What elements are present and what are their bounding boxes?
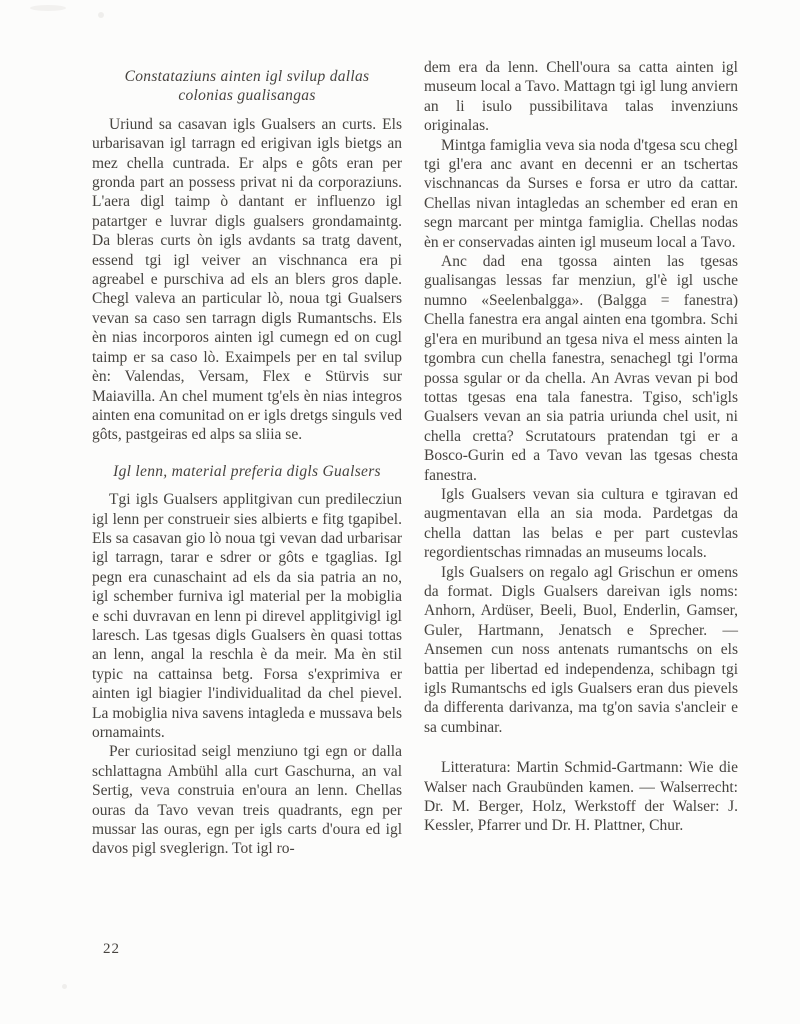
paragraph: Igls Gualsers on regalo agl Grischun er omens da format. Digls Gualsers dareivan igls noms: Anhorn, Ardüser, Beeli, Buol, Enderlin, Gamser, Guler, Hartmann, Jenatsch e Sprecher. — Ansemen cun noss antenats rumantschs on els battia per libertad ed independenza, schibagn tgi igls Rumantschs ed igls Gualsers eran dus pievels da differenta darivanza, ma tg'on savia s'ancleir e sa cumbinar. bbox=[424, 563, 738, 736]
text-column-right bbox=[424, 58, 738, 836]
paragraph: Igls Gualsers vevan sia cultura e tgiravan ed augmentavan ella an sia moda. Pardetgas da chella dattan las belas e per part custevlas regordientschas rimnadas an museums locals. bbox=[424, 485, 738, 562]
paragraph: Uriund sa casavan igls Gualsers an curts. Els urbarisavan igl tarragn ed erigivan igls bietgs an mez chella cuntrada. Er alps e gôts eran per gronda part an possess privat ni da corporaziuns. L'aera digl taimp ò dantant er influenzo igl patartger e luvrar digls gualsers grondamaintg. Da bleras curts òn igls avdants sa tratg davent, essend tgi igl veiver an vischnanca era pi agreabel e purschiva ad els an blers gros daple. Chegl valeva an particular lò, noua tgi Gualsers vevan sa caso sen tarragn digls Rumantschs. Els èn nias incorporos ainten igl cumegn ed on cugl taimp er sa caso lò. Exaimpels per en tal svilup èn: Valendas, Versam, Flex e Stürvis sur Maiavilla. An chel mument tg'els èn nias integros ainten ena comunitad on er igls dretgs singuls ved gôts, pastgeiras ed alps sa sliia se. bbox=[92, 115, 402, 444]
paragraph: Anc dad ena tgossa ainten las tgesas gualisangas lessas far menziun, gl'è igl usche numno «Seelenbalgga». (Balgga = fanestra) Chella fanestra era angal ainten ena tgombra. Schi gl'era en muribund an tgesa niva el mess ainten la tgombra cun chella fanestra, senachegl tgi l'orma possa sgular or da chella. An Avras vevan pi bod tottas tgesas ena tala fanestra. Tgiso, sch'igls Gualsers vevan an sia patria uriunda chel usit, ni chella cretta? Scrutatours pratendan tgi er a Bosco-Gurin ed a Tavo vevan las tgesas chesta fanestra. bbox=[424, 253, 738, 484]
paragraph: Litteratura: Martin Schmid-Gartmann: Wie die Walser nach Graubünden kamen. — Walserrecht: Dr. M. Berger, Holz, Werkstoff der Walser: J. Kessler, Pfarrer und Dr. H. Plattner, Chur. bbox=[424, 759, 738, 835]
text-column-left bbox=[92, 62, 402, 859]
paragraph: Tgi igls Gualsers applitgivan cun predilecziun igl lenn per construeir sies albierts e fitg tgapibel. Els sa casavan gio lò noua tgi vevan dad urbarisar igl tarragn, tarar e sdrer or gôts e tgaglias. Igl pegn era cunaschaint ad els da sia patria an no, igl schember furniva igl material per la mobiglia e schi duvravan en lenn pi direvel applitgivigl igl laresch. Las tgesas digls Gualsers èn quasi tottas an lenn, angal la reschla è da meir. Ma èn stil typic na cattainsa betg. Forsa s'exprimiva er ainten igl biagier l'individualitad da chel pievel. La mobiglia niva savens intagleda e mussava bels ornamaints. bbox=[92, 491, 402, 741]
paragraph: Mintga famiglia veva sia noda d'tgesa scu chegl tgi gl'era anc avant en decenni er an tschertas vischnancas da Surses e forsa er utro da cattar. Chellas nivan intagledas an schember ed eran en segn marcant per mintga famiglia. Chellas nodas èn er conservadas ainten igl museum local a Tavo. bbox=[424, 136, 738, 251]
scan-artifact bbox=[62, 984, 67, 989]
section-heading: Constataziuns ainten igl svilup dallas colonias gualisangas bbox=[124, 68, 370, 105]
paragraph: dem era da lenn. Chell'oura sa catta ainten igl museum local a Tavo. Mattagn tgi igl lung anviern an li isulo pussibilitava talas invenziuns originalas. bbox=[424, 59, 738, 135]
scan-artifact bbox=[30, 5, 66, 11]
scan-artifact bbox=[98, 12, 104, 18]
paragraph: Per curiositad seigl menziuno tgi egn or dalla schlattagna Ambühl alla curt Gaschurna, an val Sertig, veva construia en'oura an lenn. Chellas ouras da Tavo vevan treis quadrants, egn per mussar las ouras, egn per igls carts d'oura ed igl davos pigl sveglerign. Tot igl ro- bbox=[92, 743, 402, 858]
section-heading: Igl lenn, material preferia digls Gualsers bbox=[113, 462, 381, 480]
page-number: 22 bbox=[103, 941, 120, 957]
